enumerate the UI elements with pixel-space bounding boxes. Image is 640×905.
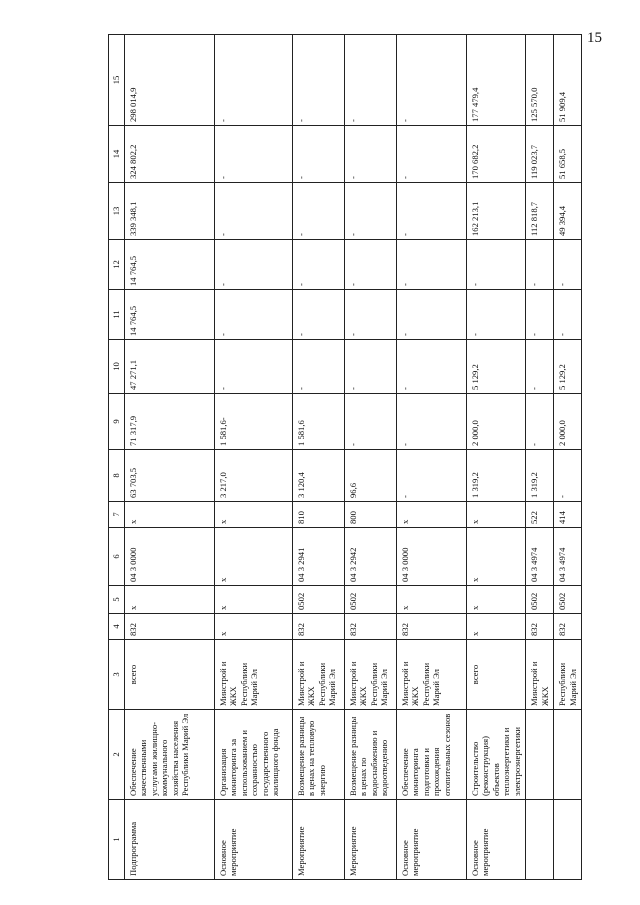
cell-value: - xyxy=(214,340,292,394)
cell-type: Мероприятие xyxy=(344,800,396,880)
cell-value: - xyxy=(344,35,396,126)
table-row xyxy=(292,35,344,880)
cell-value: 177 479,4 xyxy=(466,35,526,126)
cell-rzpr: x xyxy=(124,586,214,614)
cell-value: - xyxy=(554,240,582,290)
cell-rzpr: 0502 xyxy=(292,586,344,614)
cell-value: - xyxy=(466,290,526,340)
cell-value: 324 802,2 xyxy=(124,126,214,183)
header-cell: 4 xyxy=(109,614,125,640)
cell-executor: Минстрой и ЖКХ Республики Марий Эл xyxy=(396,640,466,710)
cell-value: 51 909,4 xyxy=(554,35,582,126)
cell-value: 5 129,2 xyxy=(554,340,582,394)
cell-csr: x xyxy=(214,528,292,586)
cell-vr: 414 xyxy=(554,502,582,528)
cell-vr: 522 xyxy=(526,502,554,528)
cell-value: 96,6 xyxy=(344,450,396,502)
cell-value: 14 764,5 xyxy=(124,240,214,290)
header-cell: 6 xyxy=(109,528,125,586)
cell-vr: x xyxy=(214,502,292,528)
cell-rzpr: 0502 xyxy=(554,586,582,614)
cell-value: - xyxy=(554,290,582,340)
cell-csr: x xyxy=(466,528,526,586)
header-cell: 3 xyxy=(109,640,125,710)
table-row xyxy=(396,35,466,880)
cell-value: 2 000,0 xyxy=(466,394,526,450)
cell-value: - xyxy=(344,126,396,183)
cell-vr: 810 xyxy=(292,502,344,528)
cell-value: - xyxy=(214,35,292,126)
cell-value: - xyxy=(396,240,466,290)
cell-vr: x xyxy=(124,502,214,528)
cell-grbs: x xyxy=(466,614,526,640)
cell-grbs: 832 xyxy=(526,614,554,640)
cell-grbs: 832 xyxy=(554,614,582,640)
cell-value: 112 818,7 xyxy=(526,183,554,240)
cell-value: - xyxy=(214,290,292,340)
header-cell: 2 xyxy=(109,710,125,800)
cell-value: 170 682,2 xyxy=(466,126,526,183)
cell-value: 119 023,7 xyxy=(526,126,554,183)
cell-value: 3 217,0 xyxy=(214,450,292,502)
cell-type: Основное мероприятие xyxy=(214,800,292,880)
cell-csr: 04 3 4974 xyxy=(554,528,582,586)
cell-executor: Республики Марий Эл xyxy=(554,640,582,710)
cell-name: Обеспечение мониторинга подготовки и прохождения отопительных сезонов xyxy=(396,710,466,800)
cell-type: Мероприятие xyxy=(292,800,344,880)
cell-rzpr: 0502 xyxy=(344,586,396,614)
cell-value: - xyxy=(396,394,466,450)
cell-name: Возмещение разницы в ценах по водоснабжению и водоотведению xyxy=(344,710,396,800)
cell-value: - xyxy=(554,450,582,502)
cell-value: - xyxy=(344,340,396,394)
cell-type xyxy=(554,800,582,880)
cell-csr: 04 3 4974 xyxy=(526,528,554,586)
rotated-table-container xyxy=(108,35,578,880)
cell-value: - xyxy=(292,290,344,340)
cell-value: - xyxy=(466,240,526,290)
cell-grbs: 832 xyxy=(292,614,344,640)
cell-executor: Минстрой и ЖКХ Республики Марий Эл xyxy=(214,640,292,710)
cell-name: Организация мониторинга за использованием и сохранностью государственного жилищного фонда xyxy=(214,710,292,800)
cell-name: Возмещение разницы в ценах на тепловую энергию xyxy=(292,710,344,800)
cell-vr: x xyxy=(466,502,526,528)
cell-value: - xyxy=(344,240,396,290)
cell-csr: 04 3 0000 xyxy=(396,528,466,586)
header-cell: 7 xyxy=(109,502,125,528)
cell-rzpr: 0502 xyxy=(526,586,554,614)
cell-value: - xyxy=(396,450,466,502)
table-row xyxy=(526,35,554,880)
cell-value: - xyxy=(396,340,466,394)
cell-value: - xyxy=(396,126,466,183)
header-cell: 5 xyxy=(109,586,125,614)
cell-value: 2 000,0 xyxy=(554,394,582,450)
program-table xyxy=(108,34,582,880)
cell-value: - xyxy=(344,183,396,240)
header-cell: 10 xyxy=(109,340,125,394)
cell-value: - xyxy=(292,35,344,126)
cell-value: - xyxy=(292,340,344,394)
cell-type: Основное мероприятие xyxy=(466,800,526,880)
cell-value: - xyxy=(526,340,554,394)
header-cell: 9 xyxy=(109,394,125,450)
cell-executor: Минстрой и ЖКХ Республики Марий Эл xyxy=(292,640,344,710)
cell-executor: Минстрой и ЖКХ Республики Марий Эл xyxy=(344,640,396,710)
cell-csr: 04 3 2941 xyxy=(292,528,344,586)
cell-value: - xyxy=(292,183,344,240)
header-cell: 13 xyxy=(109,183,125,240)
cell-rzpr: x xyxy=(466,586,526,614)
cell-value: 63 703,5 xyxy=(124,450,214,502)
cell-value: 3 120,4 xyxy=(292,450,344,502)
page-number: 15 xyxy=(587,30,602,46)
cell-type: Основное мероприятие xyxy=(396,800,466,880)
cell-value: - xyxy=(396,35,466,126)
table-row xyxy=(344,35,396,880)
cell-value: 162 213,1 xyxy=(466,183,526,240)
cell-grbs: x xyxy=(214,614,292,640)
cell-value: 1 319,2 xyxy=(526,450,554,502)
cell-type xyxy=(526,800,554,880)
header-cell: 1 xyxy=(109,800,125,880)
table-rotation-frame xyxy=(108,35,578,880)
table-row xyxy=(466,35,526,880)
cell-value: 51 658,5 xyxy=(554,126,582,183)
cell-value: - xyxy=(396,290,466,340)
cell-csr: 04 3 2942 xyxy=(344,528,396,586)
table-row xyxy=(554,35,582,880)
cell-value: 1 319,2 xyxy=(466,450,526,502)
cell-value: 49 394,4 xyxy=(554,183,582,240)
cell-value: 1 581,6- xyxy=(214,394,292,450)
cell-value: - xyxy=(344,290,396,340)
table-row xyxy=(124,35,214,880)
cell-grbs: 832 xyxy=(396,614,466,640)
header-cell: 15 xyxy=(109,35,125,126)
cell-value: - xyxy=(344,394,396,450)
cell-grbs: 832 xyxy=(344,614,396,640)
cell-value: 14 764,5 xyxy=(124,290,214,340)
cell-value: - xyxy=(214,183,292,240)
cell-value: - xyxy=(526,290,554,340)
header-row xyxy=(109,35,125,880)
cell-value: - xyxy=(396,183,466,240)
cell-value: 5 129,2 xyxy=(466,340,526,394)
cell-type: Подпрограмма xyxy=(124,800,214,880)
cell-executor: Минстрой и ЖКХ xyxy=(526,640,554,710)
cell-value: - xyxy=(214,126,292,183)
cell-name: Строительство (реконструкция) объектов теплоэнергетики и электроэнергетики xyxy=(466,710,526,800)
cell-vr: 800 xyxy=(344,502,396,528)
cell-value: 1 581,6 xyxy=(292,394,344,450)
header-cell: 8 xyxy=(109,450,125,502)
cell-value: - xyxy=(526,240,554,290)
cell-value: - xyxy=(292,126,344,183)
cell-value: - xyxy=(214,240,292,290)
cell-value: 47 271,1 xyxy=(124,340,214,394)
cell-value: 339 348,1 xyxy=(124,183,214,240)
cell-rzpr: x xyxy=(396,586,466,614)
cell-csr: 04 3 0000 xyxy=(124,528,214,586)
cell-value: 71 317,9 xyxy=(124,394,214,450)
cell-name: Обеспечение качественными услугами жилищно-коммунального хозяйства населения Республики Марий Эл xyxy=(124,710,214,800)
cell-rzpr: x xyxy=(214,586,292,614)
cell-value: - xyxy=(292,240,344,290)
cell-name xyxy=(526,710,554,800)
cell-executor: всего xyxy=(124,640,214,710)
cell-value: 125 570,0 xyxy=(526,35,554,126)
header-cell: 11 xyxy=(109,290,125,340)
header-cell: 14 xyxy=(109,126,125,183)
header-cell: 12 xyxy=(109,240,125,290)
cell-vr: x xyxy=(396,502,466,528)
cell-executor: всего xyxy=(466,640,526,710)
cell-value: 298 014,9 xyxy=(124,35,214,126)
cell-grbs: 832 xyxy=(124,614,214,640)
cell-value: - xyxy=(526,394,554,450)
table-row xyxy=(214,35,292,880)
cell-name xyxy=(554,710,582,800)
